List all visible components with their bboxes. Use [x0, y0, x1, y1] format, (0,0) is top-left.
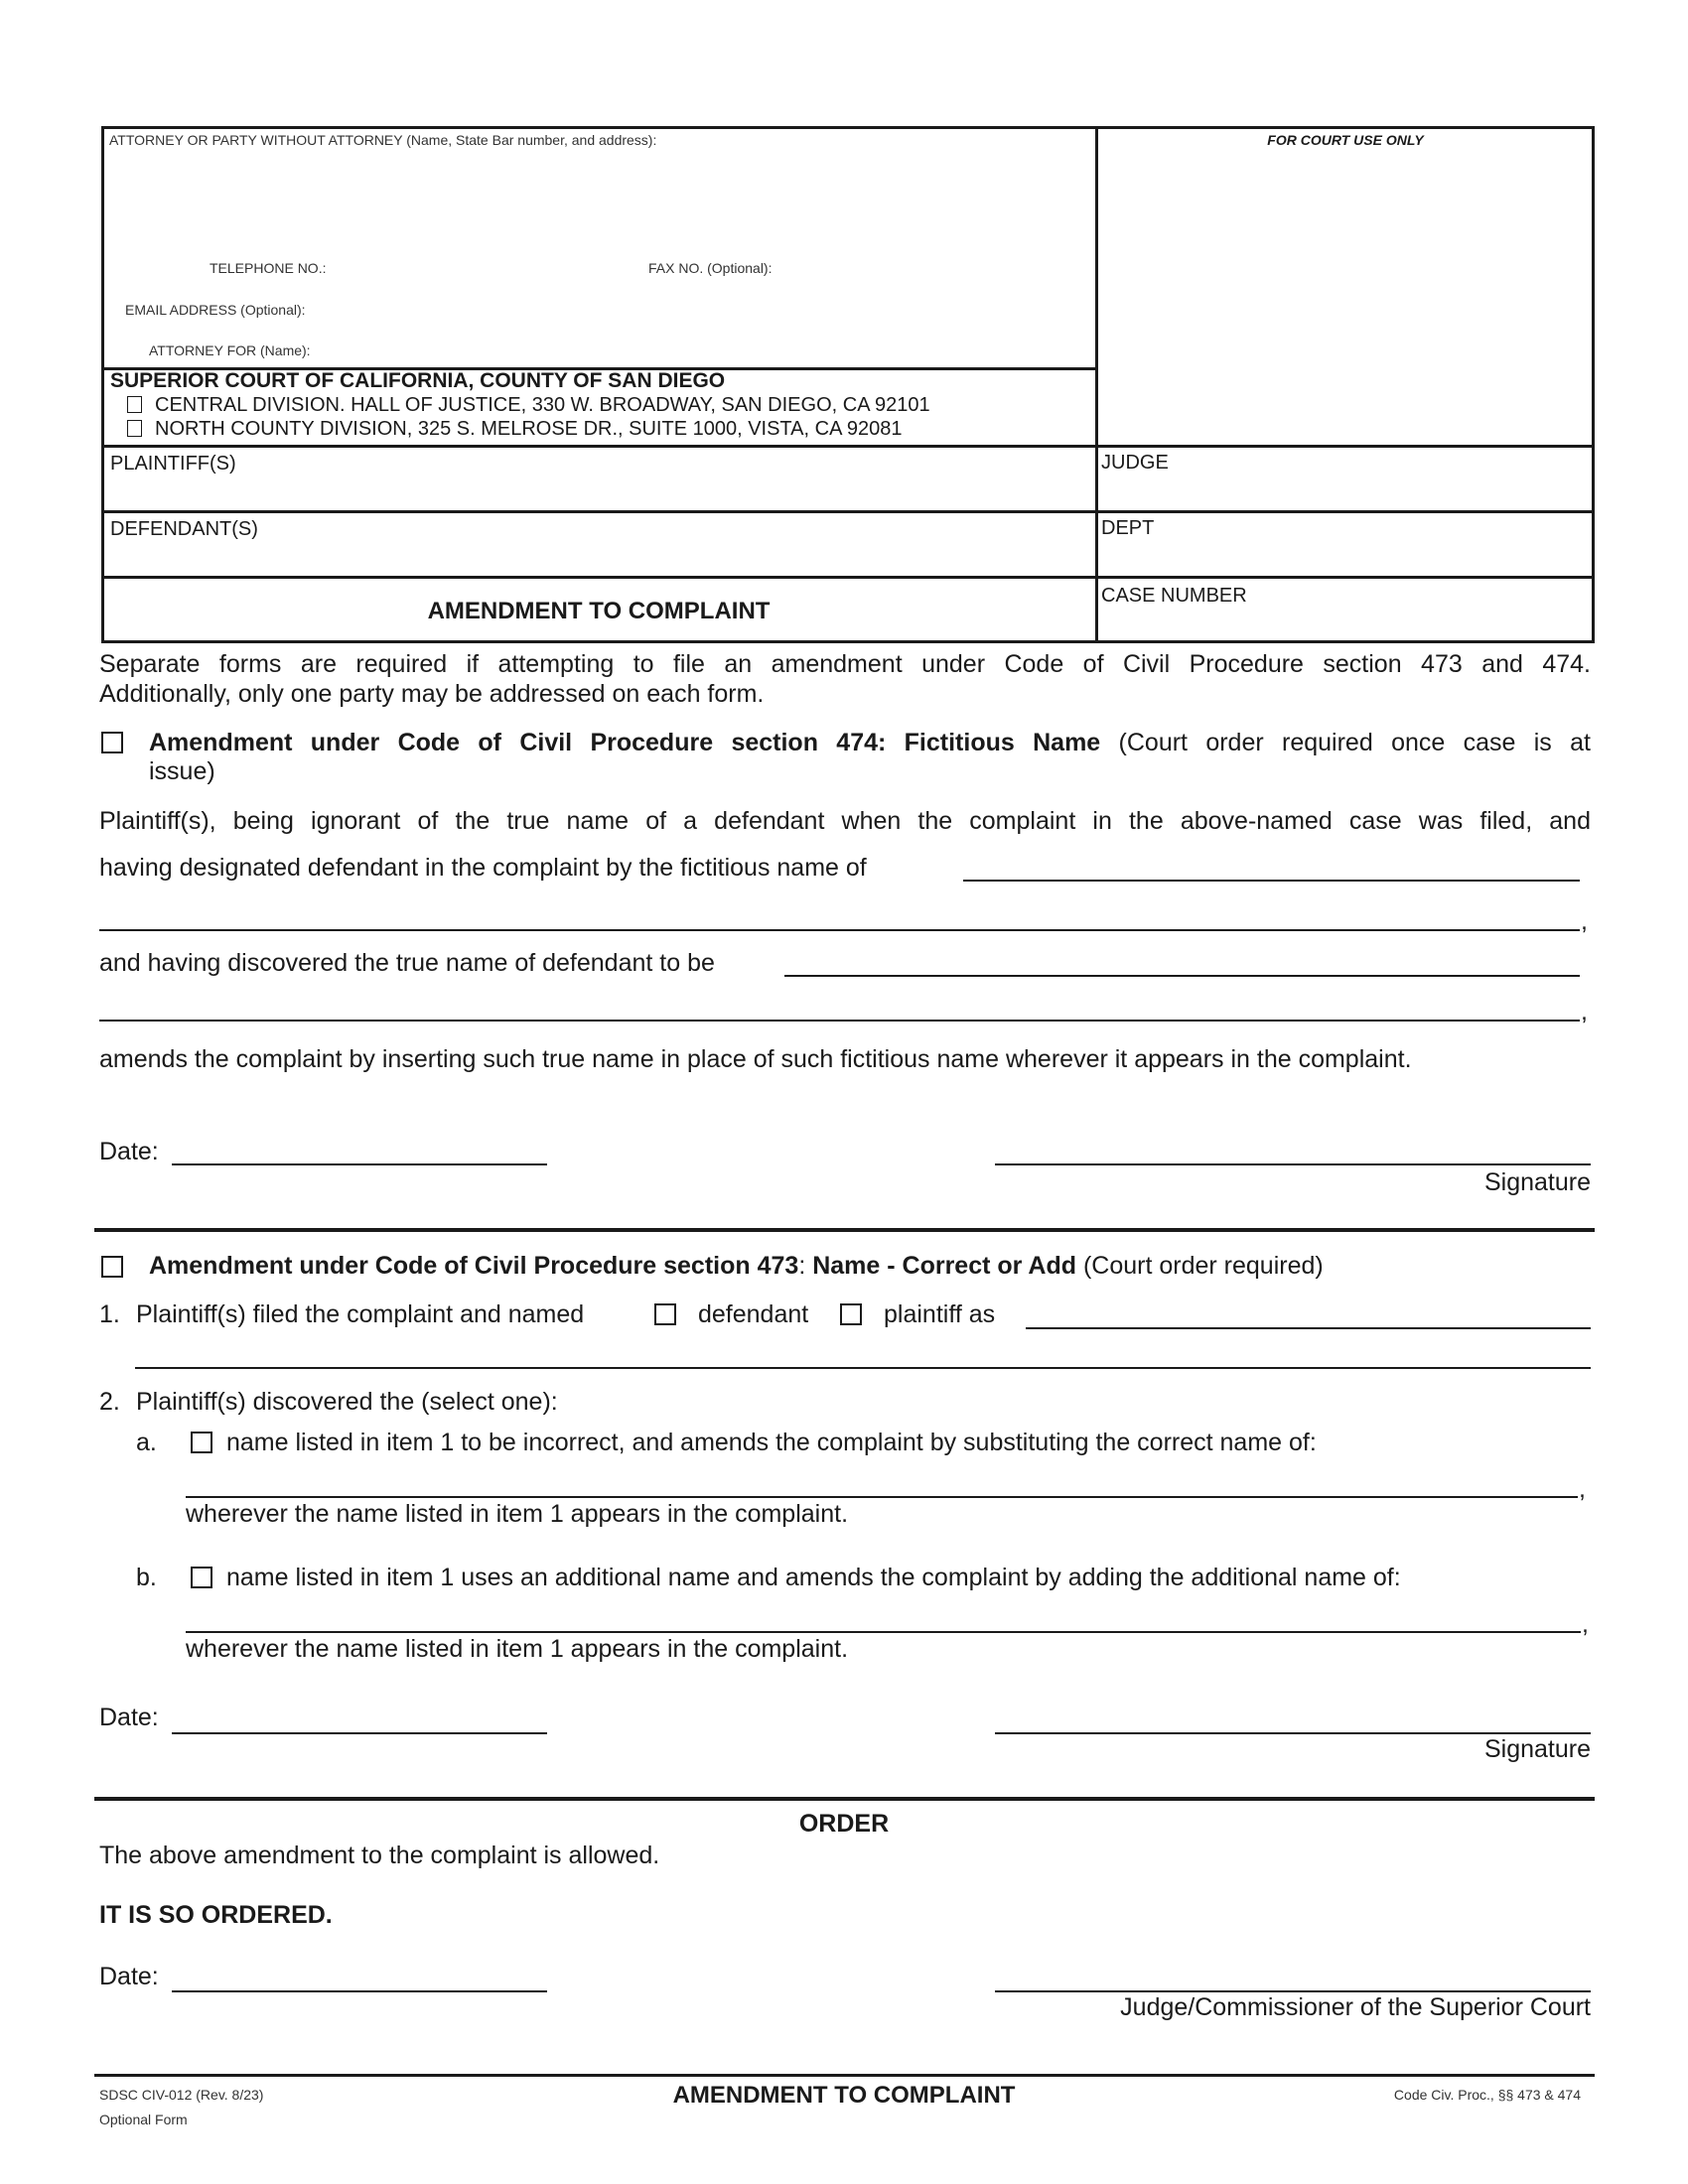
section-474-checkbox[interactable] — [101, 732, 123, 753]
email-label: EMAIL ADDRESS (Optional): — [125, 302, 306, 318]
item-a-checkbox[interactable] — [191, 1432, 212, 1453]
item-a-text: name listed in item 1 to be incorrect, and amends the complaint by substituting the correct name of: — [226, 1429, 1317, 1456]
order-title: ORDER — [798, 1810, 890, 1838]
section-474-title — [149, 729, 1591, 757]
attorney-for-field[interactable] — [328, 339, 1082, 362]
intro-line-2: Additionally, only one party may be addressed on each form. — [99, 680, 765, 708]
form-number: SDSC CIV-012 (Rev. 8/23) — [99, 2087, 264, 2103]
signature-label-473: Signature — [1483, 1735, 1591, 1763]
north-county-division-checkbox[interactable] — [127, 420, 142, 437]
comma: , — [1582, 1610, 1589, 1638]
fictitious-para-line-1: Plaintiff(s), being ignorant of the true name of a defendant when the complaint in the above-named case was filed, and — [99, 807, 1591, 835]
case-number-label: CASE NUMBER — [1101, 585, 1247, 607]
comma: , — [1579, 1475, 1586, 1503]
signature-field-473[interactable] — [995, 1732, 1591, 1734]
named-as-field-cont[interactable] — [135, 1367, 1591, 1369]
section-474-title-note: (Court order required once case is at — [1100, 729, 1591, 756]
fictitious-name-field-cont[interactable] — [99, 929, 1580, 931]
comma: , — [1581, 907, 1588, 935]
true-name-field[interactable] — [784, 975, 1580, 977]
north-county-division-label: NORTH COUNTY DIVISION, 325 S. MELROSE DR., SUITE 1000, VISTA, CA 92081 — [155, 418, 903, 440]
email-field[interactable] — [328, 298, 1082, 322]
additional-name-field[interactable] — [186, 1631, 1581, 1633]
judge-signature-field[interactable] — [995, 1990, 1591, 1992]
court-name: SUPERIOR COURT OF CALIFORNIA, COUNTY OF SAN DIEGO — [110, 369, 726, 392]
form-title: AMENDMENT TO COMPLAINT — [427, 598, 771, 624]
correct-name-field[interactable] — [186, 1496, 1578, 1498]
amends-text: amends the complaint by inserting such true name in place of such fictitious name wherever it appears in the complaint. — [99, 1045, 1412, 1073]
section-473-checkbox[interactable] — [101, 1256, 123, 1278]
attorney-label: ATTORNEY OR PARTY WITHOUT ATTORNEY (Name, State Bar number, and address): — [109, 132, 657, 148]
central-division-label: CENTRAL DIVISION. HALL OF JUSTICE, 330 W. BROADWAY, SAN DIEGO, CA 92101 — [155, 394, 930, 416]
named-plaintiff-checkbox[interactable] — [840, 1303, 862, 1325]
section-divider-rule — [94, 1228, 1595, 1232]
item-a-letter: a. — [136, 1429, 157, 1456]
judge-label: JUDGE — [1101, 452, 1169, 474]
code-reference: Code Civ. Proc., §§ 473 & 474 — [1393, 2087, 1581, 2103]
signature-field-474[interactable] — [995, 1163, 1591, 1165]
item-1-text: Plaintiff(s) filed the complaint and named — [136, 1300, 585, 1328]
item-2-text: Plaintiff(s) discovered the (select one): — [136, 1388, 558, 1416]
case-number-field[interactable] — [1101, 610, 1588, 639]
plaintiff-field[interactable] — [110, 477, 1083, 506]
footer-title: AMENDMENT TO COMPLAINT — [672, 2082, 1016, 2109]
section-473-title-bold: Amendment under Code of Civil Procedure section 473 — [149, 1252, 799, 1280]
item-a-wherever: wherever the name listed in item 1 appears in the complaint. — [186, 1500, 849, 1528]
order-divider-rule — [94, 1797, 1595, 1801]
item-b-text: name listed in item 1 uses an additional name and amends the complaint by adding the additional name of: — [226, 1564, 1401, 1591]
signature-label-474: Signature — [1483, 1168, 1591, 1196]
plaintiff-option-label: plaintiff as — [884, 1300, 996, 1328]
fictitious-para-line-2: having designated defendant in the complaint by the fictitious name of — [99, 854, 867, 882]
named-as-field[interactable] — [1026, 1327, 1591, 1329]
section-473-title-note: (Court order required) — [1076, 1252, 1324, 1280]
item-b-letter: b. — [136, 1564, 157, 1591]
fax-field[interactable] — [794, 256, 1082, 280]
item-1-number: 1. — [99, 1300, 120, 1328]
plaintiff-label: PLAINTIFF(S) — [110, 453, 236, 475]
footer-rule — [94, 2074, 1595, 2077]
item-b-checkbox[interactable] — [191, 1567, 212, 1588]
defendant-option-label: defendant — [698, 1300, 809, 1328]
section-474-title-wrap: issue) — [149, 757, 215, 785]
section-473-title — [149, 1252, 1324, 1281]
title-row-top-rule — [101, 576, 1595, 579]
section-474-title-bold: Amendment under Code of Civil Procedure section 474: Fictitious Name — [149, 729, 1101, 756]
telephone-label: TELEPHONE NO.: — [210, 260, 327, 276]
item-2-number: 2. — [99, 1388, 120, 1416]
attorney-address-field[interactable] — [109, 154, 1082, 248]
order-allowed-text: The above amendment to the complaint is allowed. — [99, 1842, 660, 1869]
optional-form-label: Optional Form — [99, 2112, 188, 2127]
dept-label: DEPT — [1101, 517, 1155, 539]
judge-signature-label: Judge/Commissioner of the Superior Court — [1120, 1993, 1591, 2021]
named-defendant-checkbox[interactable] — [654, 1303, 676, 1325]
colon: : — [798, 1252, 813, 1280]
comma: , — [1581, 998, 1588, 1025]
date-field-473[interactable] — [172, 1732, 547, 1734]
discovered-true-name-text: and having discovered the true name of defendant to be — [99, 949, 715, 977]
defendant-label: DEFENDANT(S) — [110, 518, 258, 540]
intro-line-1: Separate forms are required if attempting to file an amendment under Code of Civil Procedure section 473 and 474. — [99, 650, 1591, 678]
plaintiff-row-top-rule — [101, 445, 1595, 448]
date-label-474: Date: — [99, 1138, 159, 1165]
date-label-473: Date: — [99, 1704, 159, 1731]
attorney-for-label: ATTORNEY FOR (Name): — [149, 342, 311, 358]
court-use-label: FOR COURT USE ONLY — [1267, 132, 1424, 148]
fax-label: FAX NO. (Optional): — [648, 260, 773, 276]
fictitious-name-field[interactable] — [963, 880, 1580, 882]
section-473-title-bold-2: Name - Correct or Add — [812, 1252, 1077, 1280]
date-field-474[interactable] — [172, 1163, 547, 1165]
central-division-checkbox[interactable] — [127, 396, 142, 413]
caption-divider — [1095, 126, 1098, 643]
so-ordered-text: IT IS SO ORDERED. — [99, 1901, 333, 1929]
true-name-field-cont[interactable] — [99, 1020, 1580, 1022]
telephone-field[interactable] — [328, 256, 626, 280]
dept-field[interactable] — [1101, 542, 1588, 572]
defendant-field[interactable] — [110, 542, 1083, 572]
date-field-order[interactable] — [172, 1990, 547, 1992]
item-b-wherever: wherever the name listed in item 1 appears in the complaint. — [186, 1635, 849, 1663]
defendant-row-top-rule — [101, 510, 1595, 513]
date-label-order: Date: — [99, 1963, 159, 1990]
judge-field[interactable] — [1101, 477, 1588, 506]
